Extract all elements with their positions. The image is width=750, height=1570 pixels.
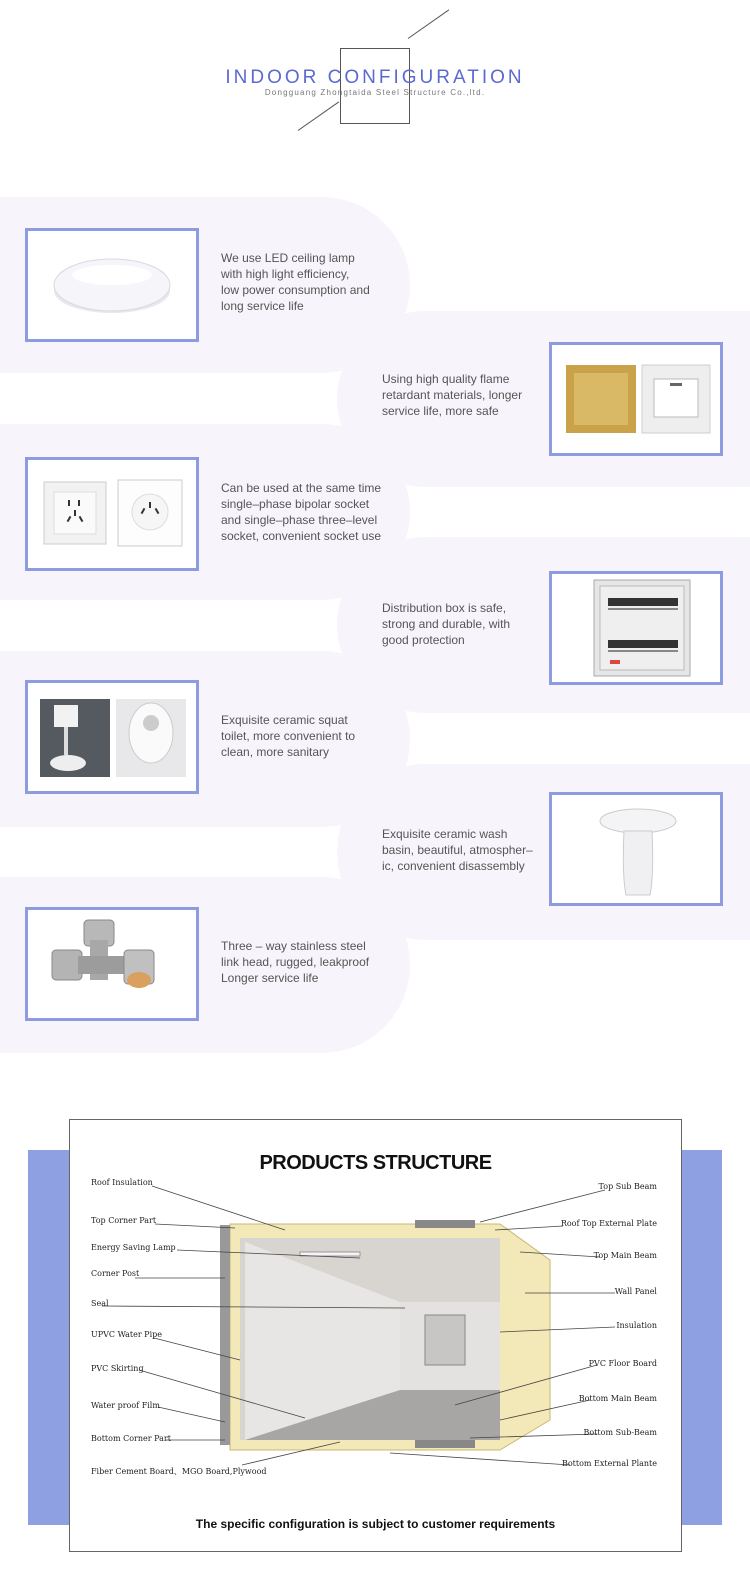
feature-description: Distribution box is safe, strong and durable, with good protection — [382, 601, 511, 647]
feature-description: Exquisite ceramic squat toilet, more convenient to clean, more sanitary — [221, 713, 356, 759]
structure-label: Bottom Sub-Beam — [583, 1428, 657, 1437]
wall-light-switches-image — [549, 342, 723, 456]
structure-label: Bottom Corner Part — [91, 1434, 171, 1443]
structure-label: Fiber Cement Board、MGO Board,Plywood — [91, 1467, 267, 1476]
distribution-box-image — [549, 571, 723, 685]
structure-label: Top Sub Beam — [598, 1182, 657, 1191]
structure-accent-bar — [682, 1150, 722, 1525]
structure-label: Top Main Beam — [593, 1251, 657, 1260]
header-line — [298, 101, 340, 130]
structure-label: Roof Insulation — [91, 1178, 153, 1187]
structure-accent-bar — [28, 1150, 70, 1525]
structure-label: UPVC Water Pipe — [91, 1330, 162, 1339]
ceramic-squat-toilet-image — [25, 680, 199, 794]
structure-label: Seal — [91, 1299, 109, 1308]
structure-label: Wall Panel — [614, 1287, 657, 1296]
page-header — [0, 0, 750, 180]
structure-label: PVC Skirting — [91, 1364, 144, 1373]
feature-description: Using high quality flame retardant materials, longer service life, more safe — [382, 372, 523, 418]
page-title: INDOOR CONFIGURATION — [225, 67, 525, 88]
stainless-tee-fitting-image — [25, 907, 199, 1021]
structure-title: PRODUCTS STRUCTURE — [259, 1152, 492, 1174]
feature-description: Exquisite ceramic wash basin, beautiful, atmospher– ic, convenient disassembly — [382, 827, 533, 873]
structure-label: Water proof Film — [91, 1401, 160, 1410]
structure-label: Roof Top External Plate — [560, 1219, 657, 1228]
structure-label: Corner Post — [91, 1269, 140, 1278]
electrical-sockets-image — [25, 457, 199, 571]
structure-label: Bottom External Plante — [561, 1459, 657, 1468]
structure-label: Top Corner Part — [91, 1216, 157, 1225]
structure-label: Energy Saving Lamp — [91, 1243, 176, 1252]
feature-description: Can be used at the same time single–phase bipolar socket and single–phase three–level socket, convenient socket use — [221, 481, 382, 543]
structure-label: PVC Floor Board — [588, 1359, 657, 1368]
products-structure-panel — [69, 1119, 682, 1552]
feature-description: Three – way stainless steel link head, rugged, leakproof Longer service life — [221, 939, 370, 985]
structure-label: Bottom Main Beam — [578, 1394, 657, 1403]
ceramic-wash-basin-image — [549, 792, 723, 906]
feature-description: We use LED ceiling lamp with high light efficiency, low power consumption and long service life — [221, 251, 370, 313]
company-subtitle: Dongguang Zhongtaida Steel Structure Co.,ltd. — [264, 88, 486, 97]
led-ceiling-lamp-image — [25, 228, 199, 342]
header-line — [408, 9, 450, 38]
structure-label: Insulation — [616, 1321, 657, 1330]
structure-footnote: The specific configuration is subject to customer requirements — [195, 1517, 556, 1531]
